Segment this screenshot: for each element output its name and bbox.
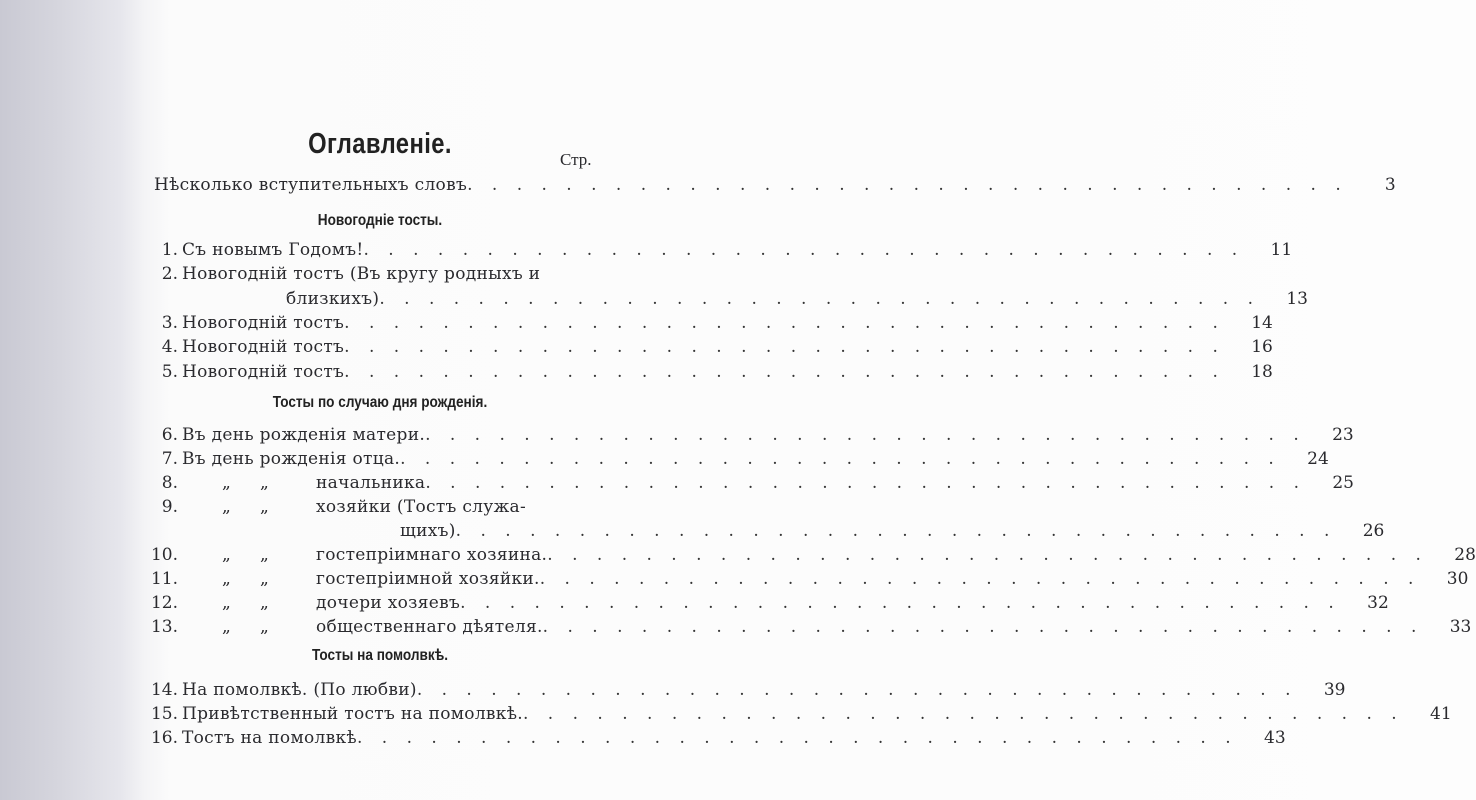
section-heading: Тосты по случаю дня рожденія. xyxy=(272,394,488,411)
entry-text-continued: щихъ) xyxy=(400,521,456,541)
entry-number: 10. xyxy=(150,545,178,565)
entry-page: 26 xyxy=(1362,521,1385,541)
toc-entry xyxy=(120,545,1476,569)
entry-title: гостепріимной хозяйки. xyxy=(316,569,540,589)
entry-text xyxy=(178,240,364,260)
entry-page: 28 xyxy=(1454,545,1476,565)
entry-number: 16. xyxy=(150,728,178,748)
entry-number: 14. xyxy=(150,680,178,700)
ditto-mark: „ xyxy=(222,497,232,517)
ditto-mark: „ xyxy=(260,497,270,517)
toc-entry xyxy=(120,264,600,288)
toc-entry-continuation xyxy=(120,521,1385,545)
entry-page: 43 xyxy=(1264,728,1286,748)
toc-entry xyxy=(120,362,1273,386)
toc-entry-continuation xyxy=(120,289,1308,313)
entry-title: Съ новымъ Годомъ! xyxy=(182,240,364,260)
toc-entry xyxy=(120,337,1273,361)
ditto-mark: „ xyxy=(222,617,232,637)
toc-entry xyxy=(120,569,1469,593)
toc-entry xyxy=(120,473,1354,497)
entry-page: 23 xyxy=(1332,425,1354,445)
toc-entry xyxy=(120,425,1354,449)
entry-title: Новогодній тостъ xyxy=(182,362,345,382)
entry-page: 14 xyxy=(1251,313,1273,333)
section-heading: Тосты на помолвкѣ. xyxy=(311,647,449,664)
entry-title: общественнаго дѣятеля. xyxy=(316,617,543,637)
entry-number: 11. xyxy=(150,569,178,589)
entry-number: 4. xyxy=(161,337,178,357)
dot-leader: . . . . . . . . . . . . . . . . . . . . . . . . . . . . . . . . . . . . xyxy=(363,240,1245,260)
entry-title: дочери хозяевъ xyxy=(316,593,461,613)
dot-leader: . . . . . . . . . . . . . . . . . . . . . . . . . . . . . . . . . . . . xyxy=(344,337,1225,357)
entry-title: Новогодній тостъ (Въ кругу родныхъ и xyxy=(182,264,541,284)
ditto-mark: „ xyxy=(260,473,270,493)
entry-text xyxy=(178,569,540,589)
entry-page: 30 xyxy=(1446,569,1469,589)
toc-entry xyxy=(120,704,1452,728)
entry-text xyxy=(178,497,526,517)
dot-leader: . . . . . . . . . . . . . . . . . . . . . . . . . . . . . . . . . . . . xyxy=(344,362,1225,382)
dot-leader: . . . . . . . . . . . . . . . . . . . . . . . . . . . . . . . . . . . . xyxy=(425,425,1306,445)
entry-text xyxy=(178,680,417,700)
toc-entry xyxy=(120,449,1329,473)
entry-page: 24 xyxy=(1307,449,1329,469)
entry-title: Новогодній тостъ xyxy=(182,313,345,333)
entry-number: 5. xyxy=(161,362,178,382)
entry-text xyxy=(178,473,425,493)
entry-number: 15. xyxy=(150,704,178,724)
entry-number: 7. xyxy=(161,449,178,469)
ditto-mark: „ xyxy=(260,617,270,637)
entry-number: 13. xyxy=(150,617,178,637)
entry-number: 6. xyxy=(161,425,178,445)
dot-leader: . . . . . . . . . . . . . . . . . . . . . . . . . . . . . . . . . . . . xyxy=(539,569,1421,589)
dot-leader: . . . . . . . . . . . . . . . . . . . . . . . . . . . . . . . . . . . . xyxy=(542,617,1424,637)
entry-text xyxy=(178,362,344,382)
dot-leader: . . . . . . . . . . . . . . . . . . . . . . . . . . . . . . . . . . . . xyxy=(522,704,1404,724)
entry-text xyxy=(178,617,543,637)
ditto-mark: „ xyxy=(222,473,232,493)
dot-leader: . . . . . . . . . . . . . . . . . . . . . . . . . . . . . . . . . . . . xyxy=(547,545,1428,565)
page-column-label: Стр. xyxy=(560,150,592,169)
entry-title: На помолвкѣ. (По любви) xyxy=(182,680,417,700)
entry-title: Въ день рожденія матери. xyxy=(182,425,426,445)
entry-page: 11 xyxy=(1270,240,1293,260)
entry-text: Нѣсколько вступительныхъ словъ xyxy=(154,175,468,195)
entry-text xyxy=(178,704,523,724)
ditto-mark: „ xyxy=(260,593,270,613)
toc-entry xyxy=(120,497,600,521)
entry-title: Привѣтственный тостъ на помолвкѣ. xyxy=(182,704,523,724)
entry-title: Тостъ на помолвкѣ xyxy=(182,728,357,748)
page-title: Оглавленіе. xyxy=(308,128,452,160)
toc-entry xyxy=(120,240,1293,264)
entry-text xyxy=(178,593,460,613)
dot-leader: . . . . . . . . . . . . . . . . . . . . . . . . . . . . . . . . . . . . xyxy=(400,449,1281,469)
dot-leader: . . . . . . . . . . . . . . . . . . . . . . . . . . . . . . . . . . . . xyxy=(460,593,1341,613)
entry-page: 18 xyxy=(1251,362,1273,382)
entry-text xyxy=(178,545,547,565)
entry-title: хозяйки (Тостъ служа- xyxy=(316,497,527,517)
dot-leader: . . . . . . . . . . . . . . . . . . . . . . . . . . . . . . . . . . . . xyxy=(356,728,1238,748)
entry-number: 8. xyxy=(161,473,178,493)
dot-leader: . . . . . . . . . . . . . . . . . . . . . . . . . . . . . . . . . . . . xyxy=(425,473,1306,493)
dot-leader: . . . . . . . . . . . . . . . . . . . . . . . . . . . . . . . . . . . . xyxy=(416,680,1298,700)
entry-page: 32 xyxy=(1367,593,1389,613)
dot-leader: . . . . . . . . . . . . . . . . . . . . . . . . . . . . . . . . . . . . xyxy=(344,313,1225,333)
toc-entry xyxy=(120,680,1346,704)
entry-number: 9. xyxy=(161,497,178,517)
toc-entry-intro xyxy=(150,175,1396,199)
entry-text xyxy=(178,313,344,333)
entry-title: начальника xyxy=(316,473,426,493)
toc-entry xyxy=(120,728,1286,752)
dot-leader: . . . . . . . . . . . . . . . . . . . . . . . . . . . . . . . . . . . . xyxy=(455,521,1337,541)
ditto-mark: „ xyxy=(222,569,232,589)
toc-entry xyxy=(120,313,1273,337)
entry-page: 33 xyxy=(1449,617,1472,637)
entry-page: 39 xyxy=(1323,680,1346,700)
entry-text-continued: близкихъ) xyxy=(286,289,380,309)
dot-leader: . . . . . . . . . . . . . . . . . . . . . . . . . . . . . . . . . . . . xyxy=(467,175,1348,195)
entry-number: 1. xyxy=(161,240,178,260)
entry-page: 3 xyxy=(1384,175,1396,195)
entry-text xyxy=(178,425,425,445)
entry-title: Новогодній тостъ xyxy=(182,337,345,357)
ditto-mark: „ xyxy=(222,593,232,613)
entry-page: 16 xyxy=(1251,337,1273,357)
entry-page: 25 xyxy=(1332,473,1354,493)
entry-text xyxy=(178,449,400,469)
ditto-mark: „ xyxy=(260,545,270,565)
toc-entry xyxy=(120,617,1472,641)
entry-number: 3. xyxy=(161,313,178,333)
dot-leader: . . . . . . . . . . . . . . . . . . . . . . . . . . . . . . . . . . . . xyxy=(379,289,1260,309)
entry-number: 2. xyxy=(161,264,178,284)
entry-number: 12. xyxy=(150,593,178,613)
entry-title: Въ день рожденія отца. xyxy=(182,449,401,469)
entry-title: гостепріимнаго хозяина. xyxy=(316,545,548,565)
entry-page: 41 xyxy=(1430,704,1452,724)
section-heading: Новогодніе тосты. xyxy=(317,212,443,229)
ditto-mark: „ xyxy=(222,545,232,565)
ditto-mark: „ xyxy=(260,569,270,589)
entry-text xyxy=(178,264,540,284)
entry-text xyxy=(178,337,344,357)
entry-page: 13 xyxy=(1286,289,1308,309)
toc-entry xyxy=(120,593,1389,617)
entry-text xyxy=(178,728,357,748)
